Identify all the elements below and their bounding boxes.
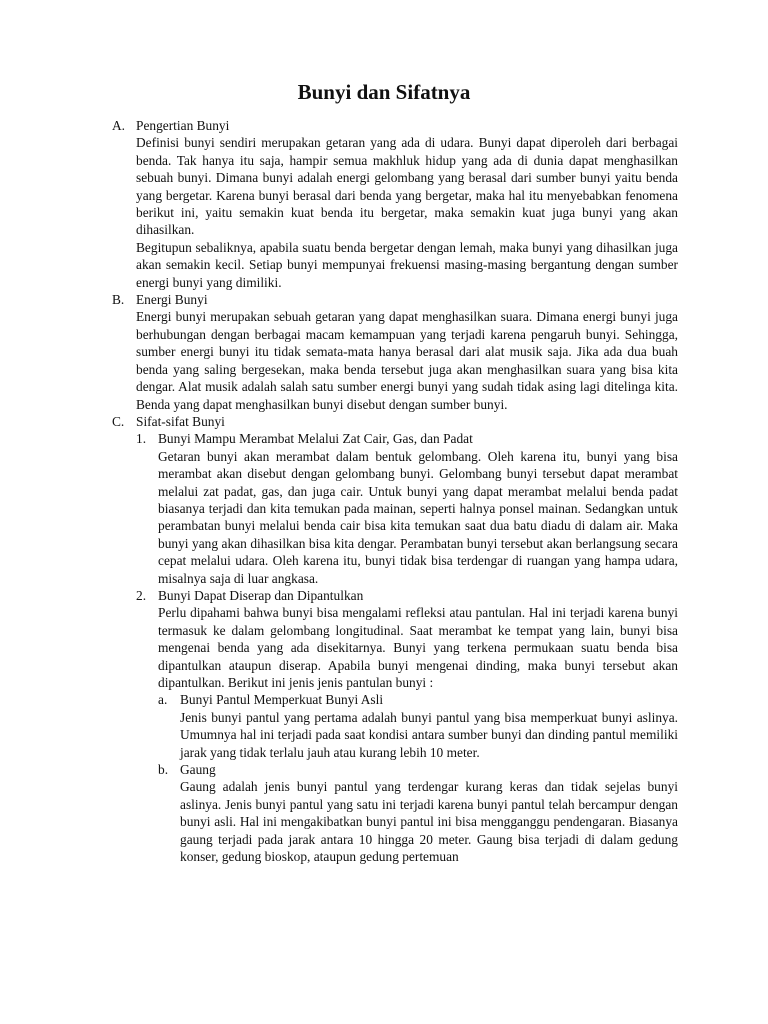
sub-item-heading: Gaung [180,762,216,778]
sub-item-marker: b. [158,762,169,778]
list-item-body [136,604,678,691]
sub-item-bunyi-pantul [158,691,678,761]
sub-item-gaung [158,761,678,865]
paragraph: Energi bunyi merupakan sebuah getaran yang dapat menghasilkan suara. Dimana energi bunyi juga berhubungan dengan berbagai macam kemampuan yang terjadi karena pengaruh bunyi. Sehingga, sumber energi bunyi itu tidak semata-mata hanya berasal dari alat musik saja. Jika ada dua buah benda yang saling bergesekan, maka benda tersebut juga akan menghasilkan suara yang bisa kita dengar. Alat musik adalah salah satu sumber energi bunyi yang sudah tidak asing lagi ditelinga kita. Benda yang dapat menghasilkan bunyi disebut dengan sumber bunyi. [136,309,678,412]
list-item-marker: 2. [136,587,147,603]
section-energi-bunyi [112,291,678,413]
section-body [112,134,678,291]
paragraph: Perlu dipahami bahwa bunyi bisa mengalami refleksi atau pantulan. Hal ini terjadi karena bunyi termasuk ke dalam gelombang longitudinal. Saat merambat ke tempat yang lain, bunyi bisa mengenai benda yang ada disekitarnya. Bunyi yang terkena permukaan suatu benda bisa dipantulkan ataupun diserap. Apabila bunyi mengenai dinding, maka bunyi tersebut akan dipantulkan. Berikut ini jenis jenis pantulan bunyi : [158,605,678,690]
paragraph: Begitupun sebaliknya, apabila suatu benda bergetar dengan lemah, maka bunyi yang dihasilkan juga akan semakin kecil. Setiap bunyi mempunyai frekuensi masing-masing bergantung dengan sumber energi bunyi yang dimiliki. [136,239,678,290]
section-sifat-sifat-bunyi [112,413,678,866]
sub-item-body [158,709,678,761]
sub-item-heading: Bunyi Pantul Memperkuat Bunyi Asli [180,692,384,708]
section-marker: B. [112,292,125,308]
list-item-body [136,448,678,587]
section-heading: Pengertian Bunyi [136,118,230,133]
sub-item-marker: a. [158,692,168,708]
list-item-heading: Bunyi Mampu Merambat Melalui Zat Cair, Gas, dan Padat [158,431,473,447]
paragraph: Getaran bunyi akan merambat dalam bentuk gelombang. Oleh karena itu, bunyi yang bisa merambat akan disebut dengan gelombang bunyi. Gelombang bunyi tersebut dapat merambat melalui zat padat, gas, dan juga cair. Untuk bunyi yang dapat merambat melalui benda padat biasanya terjadi dan kita temukan pada mainan, seperti halnya ponsel mainan. Sedangkan untuk perambatan bunyi melalui benda cair bisa kita temukan saat dua batu diadu di dalam air. Maka bunyi yang akan dihasilkan bisa kita dengar. Perambatan bunyi tersebut akan berlangsung secara cepat melalui udara. Oleh karena itu, bunyi tidak bisa terdengar di ruangan yang hampa udara, misalnya saja di luar angkasa. [158,448,678,586]
list-item-diserap-dipantulkan [136,587,678,866]
section-marker: C. [112,413,125,429]
paragraph: Gaung adalah jenis bunyi pantul yang terdengar kurang keras dan tidak sejelas bunyi aslinya. Jenis bunyi pantul yang satu ini terjadi karena bunyi pantul telah bercampur dengan bunyi asli. Hal ini mengakibatkan bunyi pantul ini bisa mengganggu pendengaran. Biasanya gaung terjadi pada jarak antara 10 hingga 20 meter. Gaung bisa terjadi di dalam gedung konser, gedung bioskop, ataupun gedung pertemuan [180,779,678,865]
section-marker: A. [112,118,126,133]
list-item-marker: 1. [136,431,147,447]
document-body [112,117,678,865]
section-body [112,308,678,412]
section-heading: Sifat-sifat Bunyi [136,413,225,429]
sub-item-body [158,778,678,865]
paragraph: Jenis bunyi pantul yang pertama adalah bunyi pantul yang bisa memperkuat bunyi aslinya. Umumnya hal ini terjadi pada saat kondisi antara sumber bunyi dan dinding pantul memiliki jarak yang tidak terlalu jauh atau kurang lebih 10 meter. [180,709,678,760]
document-title: Bunyi dan Sifatnya [297,80,471,104]
section-pengertian-bunyi [112,117,678,291]
list-item-heading: Bunyi Dapat Diserap dan Dipantulkan [158,587,364,603]
paragraph: Definisi bunyi sendiri merupakan getaran yang ada di udara. Bunyi dapat diperoleh dari berbagai benda. Tak hanya itu saja, hampir semua makhluk hidup yang ada di dunia dapat menghasilkan sebuah bunyi. Dimana bunyi adalah energi gelombang yang berasal dari sumber bunyi yaitu benda yang bergetar. Karena bunyi berasal dari benda yang bergetar, maka hal itu menyebabkan fenomena berikut ini, yaitu semakin kuat benda itu bergetar, maka semakin kuat juga bunyi yang akan dihasilkan. [136,135,678,238]
section-heading: Energi Bunyi [136,292,208,308]
list-item-merambat [136,430,678,587]
